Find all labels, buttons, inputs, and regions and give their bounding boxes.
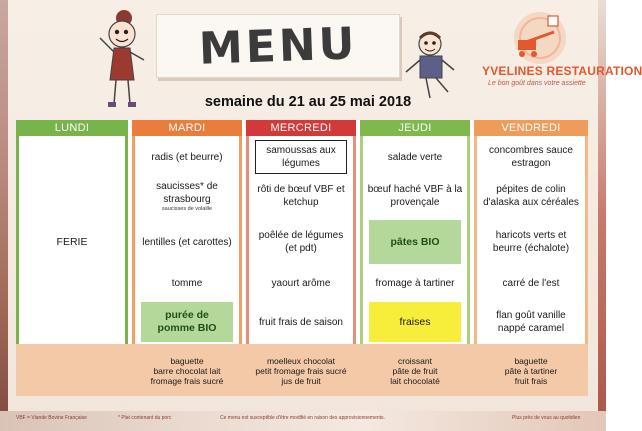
- cheese-vendredi: carré de l'est: [502, 277, 560, 289]
- logo-slogan: Le bon goût dans votre assiette: [488, 80, 586, 87]
- starter-vendredi: concombres sauce estragon: [489, 145, 573, 169]
- menu-title: MENU: [197, 17, 359, 75]
- snack-mardi-line-2: barre chocolat lait: [153, 366, 221, 376]
- left-decor-strip: [0, 0, 8, 431]
- main-dish-vendredi: pépites de colin d'alaska aux céréales: [483, 184, 579, 208]
- dessert-vendredi: flan goût vanille nappé caramel: [496, 310, 566, 334]
- side-dish-vendredi: haricots verts et beurre (échalote): [492, 230, 570, 254]
- cheese-mardi: tomme: [171, 277, 203, 289]
- footer-pork-note: * Plat contenant du porc: [118, 415, 172, 421]
- chef-logo-icon: [478, 8, 602, 68]
- yvelines-restauration-logo: [478, 8, 642, 104]
- snack-jeudi-line-1: croissant: [397, 356, 432, 366]
- dessert-mercredi: fruit frais de saison: [259, 316, 343, 328]
- snack-vendredi-line-2: pâte à tartiner: [504, 366, 558, 376]
- snack-jeudi-line-3: lait chocolaté: [390, 376, 440, 386]
- snack-mercredi: [246, 348, 356, 394]
- day-header-mercredi: MERCREDI: [246, 120, 356, 136]
- starter-mardi: radis (et beurre): [151, 151, 223, 163]
- dessert-jeudi: fraises: [369, 302, 461, 342]
- ferie-label: FERIE: [56, 235, 88, 248]
- logo-brand: YVELINES RESTAURATION: [482, 64, 642, 78]
- snack-mardi-line-3: fromage frais sucré: [150, 376, 224, 386]
- starter-jeudi: salade verte: [387, 151, 443, 163]
- main-dish-mercredi: rôti de bœuf VBF et ketchup: [257, 184, 345, 208]
- day-header-mardi: MARDI: [132, 120, 242, 136]
- snack-mercredi-line-3: jus de fruit: [281, 376, 321, 386]
- side-dish-jeudi: pâtes BIO: [369, 220, 461, 264]
- snack-mardi-line-1: baguette: [170, 356, 204, 366]
- main-dish-mardi: [135, 176, 239, 216]
- footer-vbf-note: VBF = Viande Bovine Française: [16, 415, 87, 421]
- menu-table: [16, 120, 588, 396]
- snack-mardi: [132, 348, 242, 394]
- main-dish-mardi-note: saucisses de volaille: [161, 205, 213, 212]
- starter-mercredi: samoussas aux légumes: [255, 140, 347, 174]
- snack-jeudi-line-2: pâte de fruit: [392, 366, 438, 376]
- dessert-mardi: purée de pomme BIO: [141, 302, 233, 342]
- kid-boy-illustration: [400, 30, 460, 104]
- day-header-jeudi: JEUDI: [360, 120, 470, 136]
- snack-jeudi: [360, 348, 470, 394]
- main-dish-jeudi: bœuf haché VBF à la provençale: [367, 184, 463, 208]
- snack-mercredi-line-2: petit fromage frais sucré: [255, 366, 347, 376]
- snack-vendredi-line-1: baguette: [514, 356, 548, 366]
- main-dish-mardi-text: saucisses* de strasbourg: [156, 180, 218, 205]
- snack-mercredi-line-1: moelleux chocolat: [266, 356, 336, 366]
- week-heading: semaine du 21 au 25 mai 2018: [204, 94, 412, 110]
- cheese-jeudi: fromage à tartiner: [375, 277, 455, 289]
- menu-title-banner: [156, 14, 400, 78]
- snack-vendredi-line-3: fruit frais: [514, 376, 548, 386]
- snack-vendredi: [474, 348, 588, 394]
- footer-slogan: Plus près de vous au quotidien: [512, 415, 581, 421]
- day-header-lundi: LUNDI: [16, 120, 128, 136]
- footer-notice: Ce menu est susceptible d'être modifié en raison des approvisionnements.: [220, 415, 385, 421]
- side-dish-mercredi: poêlée de légumes (et pdt): [258, 230, 344, 254]
- dairy-mercredi: yaourt arôme: [271, 277, 331, 289]
- side-dish-mardi: lentilles (et carottes): [142, 236, 232, 248]
- day-header-vendredi: VENDREDI: [474, 120, 588, 136]
